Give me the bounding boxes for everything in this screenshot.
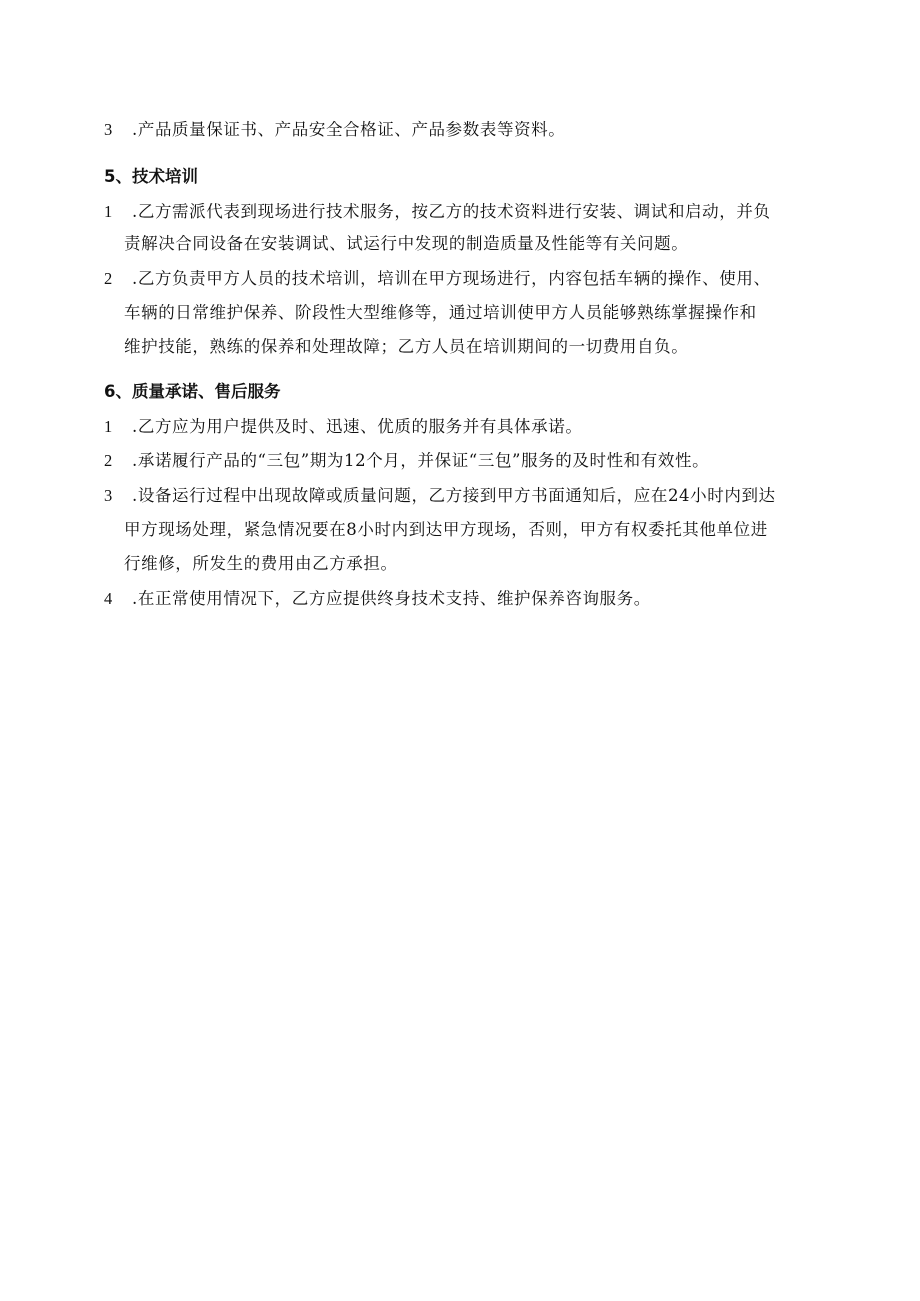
list-item	[104, 416, 582, 438]
list-item	[104, 588, 651, 610]
item-number: 3	[104, 486, 113, 505]
item-text-continuation: 维护技能，熟练的保养和处理故障；乙方人员在培训期间的一切费用自负。	[124, 337, 689, 356]
item-text-continuation: 车辆的日常维护保养、阶段性大型维修等，通过培训使甲方人员能够熟练掌握操作和	[124, 303, 757, 322]
list-item	[104, 201, 771, 223]
item-text: .乙方应为用户提供及时、迅速、优质的服务并有具体承诺。	[132, 417, 583, 436]
item-text-continuation: 行维修，所发生的费用由乙方承担。	[124, 554, 398, 573]
item-text: .产品质量保证书、产品安全合格证、产品参数表等资料。	[132, 120, 566, 139]
list-item	[104, 119, 565, 141]
item-text: .承诺履行产品的“三包”期为12个月，并保证“三包”服务的及时性和有效性。	[132, 451, 710, 470]
list-item	[104, 485, 776, 507]
item-number: 2	[104, 269, 113, 288]
item-text-continuation: 责解决合同设备在安装调试、试运行中发现的制造质量及性能等有关问题。	[124, 234, 689, 253]
item-number: 1	[104, 417, 113, 436]
item-text-line: .乙方负责甲方人员的技术培训，培训在甲方现场进行，内容包括车辆的操作、使用、	[132, 269, 771, 288]
item-text-line: .乙方需派代表到现场进行技术服务，按乙方的技术资料进行安装、调试和启动，并负	[132, 202, 771, 221]
list-item	[104, 450, 709, 472]
item-text: .在正常使用情况下，乙方应提供终身技术支持、维护保养咨询服务。	[132, 589, 651, 608]
section-heading: 5、技术培训	[104, 167, 198, 186]
item-text-continuation: 甲方现场处理，紧急情况要在8小时内到达甲方现场，否则，甲方有权委托其他单位进	[124, 520, 768, 539]
section-heading: 6、质量承诺、售后服务	[104, 382, 281, 401]
item-number: 2	[104, 451, 113, 470]
item-number: 3	[104, 120, 113, 139]
item-number: 4	[104, 589, 113, 608]
item-text-line: .设备运行过程中出现故障或质量问题，乙方接到甲方书面通知后，应在24小时内到达	[132, 486, 776, 505]
item-number: 1	[104, 202, 113, 221]
list-item	[104, 268, 771, 290]
